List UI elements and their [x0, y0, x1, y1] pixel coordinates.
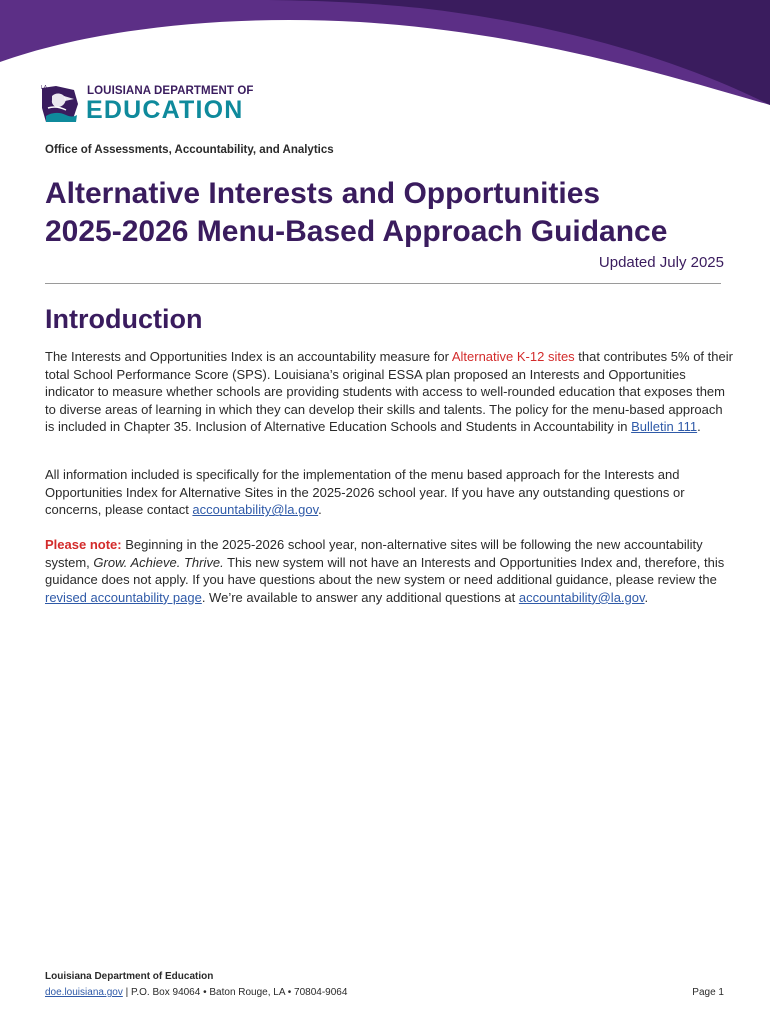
- accountability-email-link[interactable]: accountability@la.gov: [192, 502, 319, 518]
- p3-text-before: Beginning in the 2025-2026 school year, non-alternative sites will be following the new accountability system,: [45, 537, 703, 570]
- svg-text:LA: LA: [41, 85, 48, 91]
- logo-text-line2: EDUCATION: [86, 96, 244, 124]
- page-number: Page 1: [692, 987, 724, 998]
- footer-contact: [45, 987, 347, 998]
- logo-text-line1: LOUISIANA DEPARTMENT OF: [87, 85, 254, 97]
- p1-text-middle: that contributes 5% of their total School Performance Score (SPS). Louisiana’s original ESSA plan proposed an Interests and Opportunities indicator to measure whether schools are providing students with access to well-rounded education that exposes them to diverse areas of learning in which they can develop their skills and talents. The policy for the menu-based approach is included in Chapter 35. Inclusion of Alternative Education Schools and Students in Accountability in: [45, 349, 733, 435]
- bulletin-111-link[interactable]: Bulletin 111: [631, 419, 698, 435]
- revised-accountability-link[interactable]: revised accountability page: [45, 589, 202, 605]
- footer-address: | P.O. Box 94064 • Baton Rouge, LA • 70804-9064: [122, 987, 348, 998]
- title-line1: Alternative Interests and Opportunities: [45, 177, 601, 210]
- introduction-heading: Introduction: [45, 304, 203, 334]
- p1-text-after: .: [697, 419, 701, 435]
- title-line2: 2025-2026 Menu-Based Approach Guidance: [45, 215, 668, 248]
- intro-paragraph-3: [45, 536, 735, 606]
- accountability-email-link-2[interactable]: accountability@la.gov: [518, 589, 645, 605]
- office-name: Office of Assessments, Accountability, and Analytics: [45, 144, 334, 156]
- updated-date: Updated July 2025: [598, 254, 724, 271]
- pelican-state-icon: [40, 82, 80, 124]
- p2-text-after: .: [318, 502, 322, 518]
- document-title: [45, 175, 735, 251]
- system-name-italic: Grow. Achieve. Thrive.: [93, 554, 224, 570]
- footer-org: Louisiana Department of Education: [45, 971, 214, 982]
- p2-text-before: All information included is specifically for the implementation of the menu based approach for the Interests and Opportunities Index for Alternative Sites in the 2025-2026 school year. If you have any outstanding questions or concerns, please contact: [45, 467, 685, 518]
- footer-site-link[interactable]: doe.louisiana.gov: [45, 987, 123, 998]
- ldoe-logo: [40, 80, 270, 126]
- intro-paragraph-1: [45, 348, 735, 436]
- intro-paragraph-2: [45, 466, 735, 519]
- alternative-sites-highlight: Alternative K-12 sites: [451, 349, 575, 364]
- p3-text-middle2: . We’re available to answer any additional questions at: [201, 589, 519, 605]
- p3-text-after: .: [644, 589, 649, 605]
- divider: [45, 283, 721, 284]
- p3-text-middle: This new system will not have an Interests and Opportunities Index and, therefore, this guidance does not apply. If you have questions about the new system or need additional guidance, please review the: [45, 554, 725, 588]
- p1-text-before: The Interests and Opportunities Index is an accountability measure for: [45, 349, 452, 364]
- please-note-label: Please note:: [45, 537, 122, 552]
